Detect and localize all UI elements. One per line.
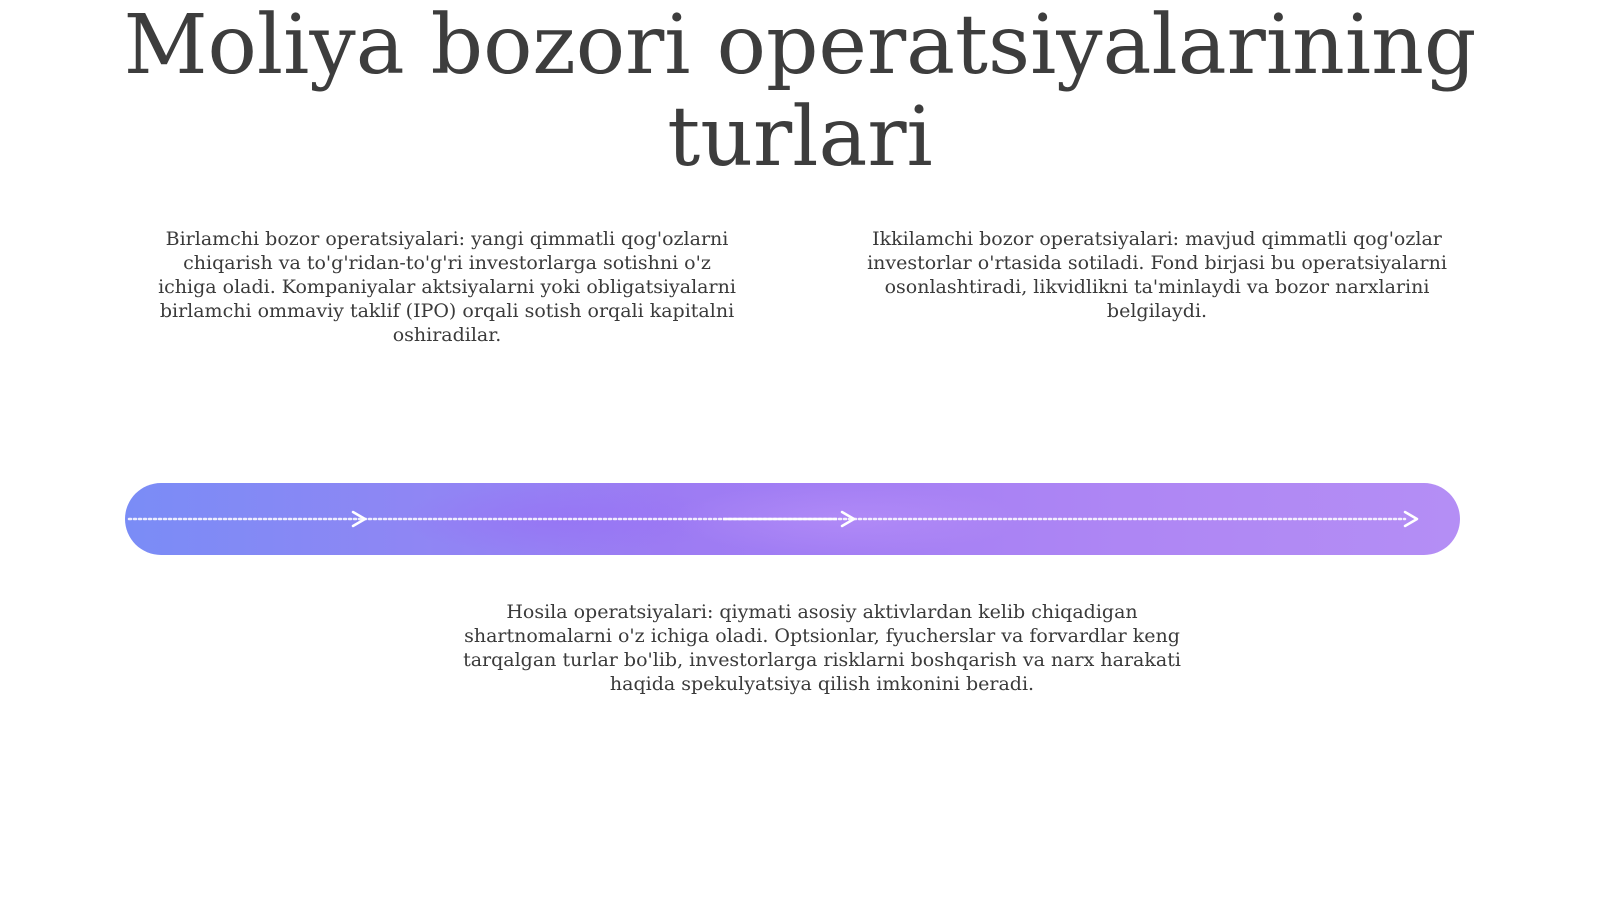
primary-market-text: Birlamchi bozor operatsiyalari: yangi qimmatli qog'ozlarni chiqarish va to'g'ridan-to'g'ri investorlarga sotishni o'z ichiga oladi. Kompaniyalar aktsiyalarni yoki obligatsiyalarni birlamchi ommaviy taklif (IPO) orqali sotish orqali kapitalni oshiradilar.: [158, 228, 736, 346]
derivative-operations-text: Hosila operatsiyalari: qiymati asosiy aktivlardan kelib chiqadigan shartnomalarni o'z ichiga oladi. Optsionlar, fyucherslar va forvardlar keng tarqalgan turlar bo'lib, investorlarga risklarni boshqarish va narx harakati haqida spekulyatsiya qilish imkonini beradi.: [463, 601, 1181, 695]
slide-title: Moliya bozori operatsiyalarining turlari: [123, 0, 1477, 185]
timeline-bar: [125, 483, 1460, 555]
arrow-right-icon: [1405, 512, 1417, 526]
secondary-market-text: Ikkilamchi bozor operatsiyalari: mavjud qimmatli qog'ozlar investorlar o'rtasida sotiladi. Fond birjasi bu operatsiyalarni osonlashtiradi, likvidlikni ta'minlaydi va bozor narxlarini belgilaydi.: [867, 228, 1447, 322]
timeline-track: [125, 483, 1460, 555]
